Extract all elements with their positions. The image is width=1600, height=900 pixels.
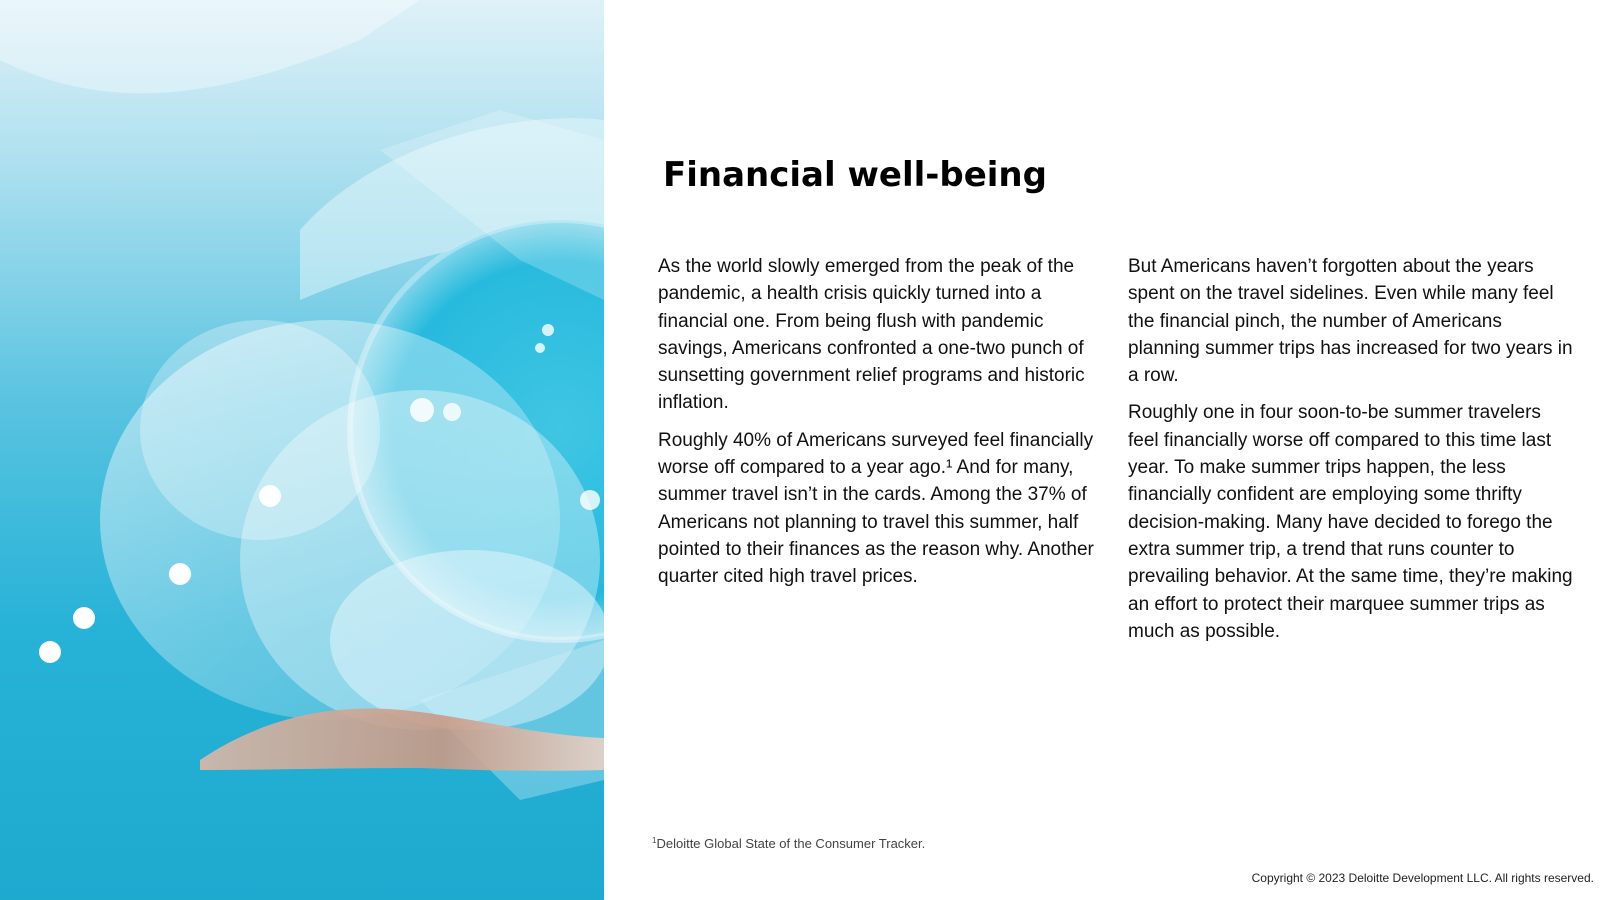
- content-panel: [604, 0, 1600, 900]
- left-paragraph-2: Roughly 40% of Americans surveyed feel financially worse off compared to a year ago.¹ And for many, summer travel isn’t in the cards. Among the 37% of Americans not planning to travel this summer, half pointed to their finances as the reason why. Another quarter cited high travel prices.: [658, 429, 1094, 588]
- swimmer-splash-illustration: [0, 0, 604, 900]
- page-title: Financial well-being: [663, 155, 1047, 195]
- footnote-marker: 1: [652, 836, 657, 845]
- hero-image: [0, 0, 604, 900]
- right-paragraph-2: Roughly one in four soon-to-be summer travelers feel financially worse off compared to this time last year. To make summer trips happen, the less financially confident are employing some thrifty decision-making. Many have decided to forego the extra summer trip, a trend that runs counter to prevailing behavior. At the same time, they’re making an effort to protect their marquee summer trips as much as possible.: [1128, 402, 1573, 642]
- footnote: [652, 836, 925, 851]
- left-paragraph-1: As the world slowly emerged from the peak of the pandemic, a health crisis quickly turned into a financial one. From being flush with pandemic savings, Americans confronted a one-two punch of sunsetting government relief programs and historic inflation.: [658, 256, 1085, 414]
- copyright-notice: Copyright © 2023 Deloitte Development LLC. All rights reserved.: [1251, 871, 1594, 885]
- right-column: [1128, 253, 1576, 655]
- footnote-text: Deloitte Global State of the Consumer Tracker.: [656, 836, 926, 851]
- right-paragraph-1: But Americans haven’t forgotten about the years spent on the travel sidelines. Even while many feel the financial pinch, the number of Americans planning summer trips has increased for two years in a row.: [1128, 256, 1573, 387]
- left-column: [658, 253, 1098, 601]
